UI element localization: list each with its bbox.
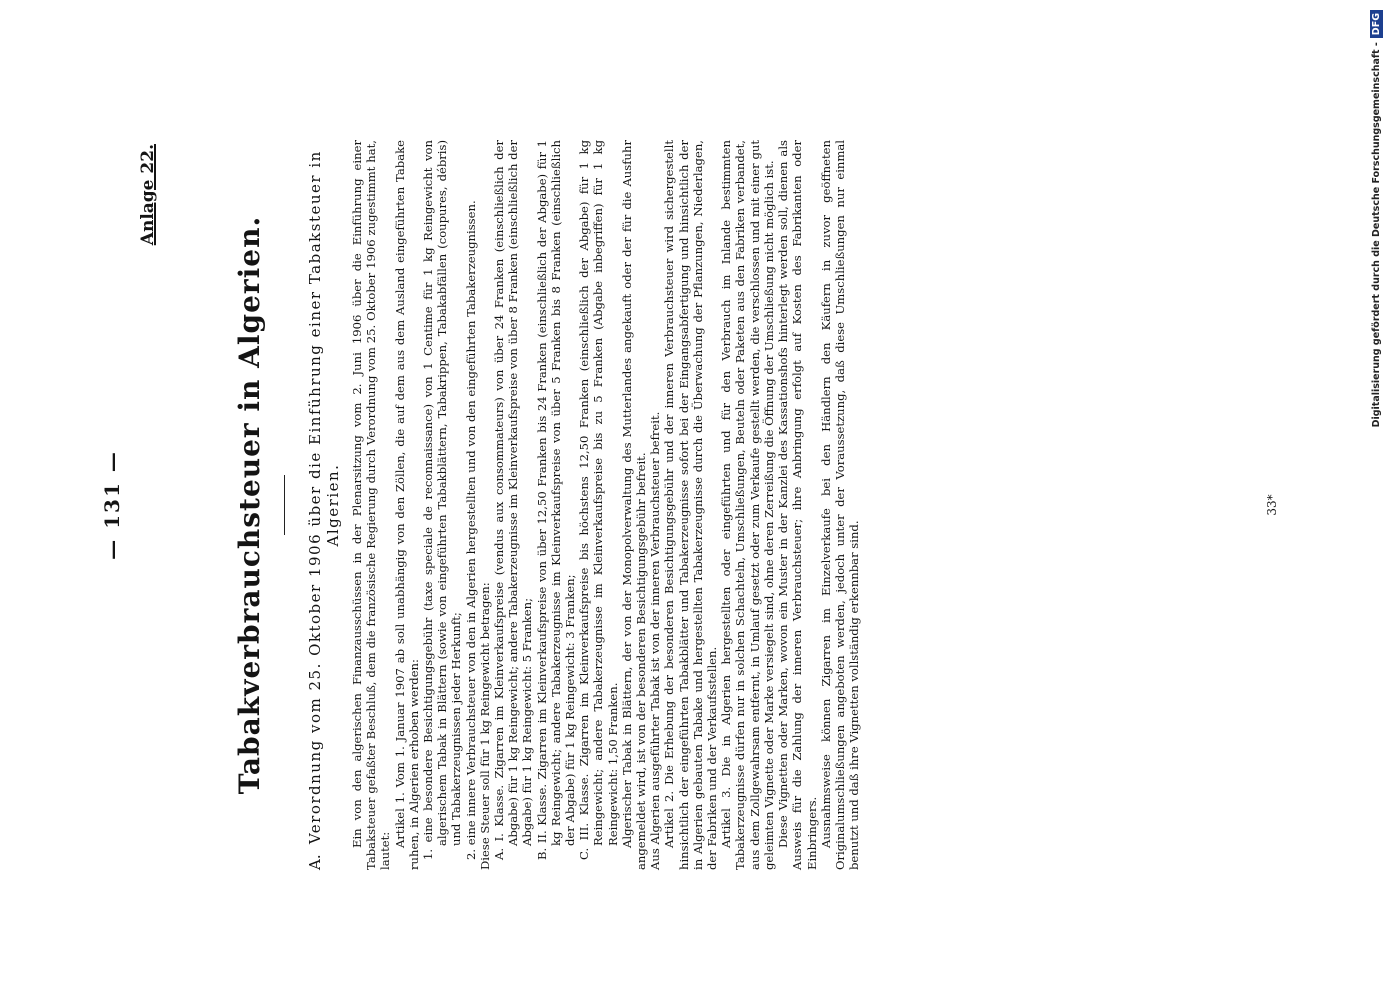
appendix-label: Anlage 22. (138, 144, 158, 246)
section-heading (306, 140, 342, 870)
document-page (100, 140, 1279, 870)
dfg-logo: DFG (1370, 10, 1383, 38)
article-1: Artikel 1. Vom 1. Januar 1907 ab soll unabhängig von den Zöllen, die auf dem aus dem Ausland eingeführten Tabake ruhen, in Algerien erhoben werden: (392, 140, 421, 870)
title-divider (284, 475, 285, 535)
tax-class-2: B. II. Klasse. Zigarren im Kleinverkaufspreise von über 12,50 Franken bis 24 Franken (einschließlich der Abgabe) für 1 kg Reingewicht; andere Tabakerzeugnisse im Kleinverkaufspreise von über 5 Franken bis 8 Franken (einschließlich der Abgabe) für 1 kg Reingewicht: 3 Franken; (534, 140, 578, 860)
exception-paragraph: Ausnahmsweise können Zigarren im Einzelverkaufe bei den Händlern den Käufern in zuvor geöffneten Originalumschließungen angeboten werden, jedoch unter der Voraussetzung, daß diese Umschließungen nur einmal benutzt und daß ihre Vignetten vollständig erkennbar sind. (818, 140, 862, 870)
exported-tobacco-paragraph: Aus Algerien ausgeführter Tabak ist von der inneren Verbrauchsteuer befreit. (648, 411, 663, 870)
algerian-tobacco-paragraph: Algerischer Tabak in Blättern, der von der Monopolverwaltung des Mutterlandes angekauft oder der für die Ausfuhr angemeldet wird, ist von der besonderen Besichtigungsgebühr befreit. (619, 140, 649, 870)
document-body (300, 140, 861, 870)
tax-class-3: C. III. Klasse. Zigarren im Kleinverkaufspreise bis höchstens 12,50 Franken (einschließlich der Abgabe) für 1 kg Reingewicht; andere Tabakerzeugnisse im Kleinverkaufspreise bis zu 5 Franken (Abgabe inbegriffen) für 1 kg Reingewicht: 1,50 Franken. (577, 140, 620, 860)
article-2: Artikel 2. Die Erhebung der besonderen Besichtigungsgebühr und der inneren Verbrauchsteuer wird sichergestellt hinsichtlich der eingeführten Tabakblätter und Tabakerzeugnisse sofort bei der Eingangsabfertigung und hinsichtlich der in Algerien gebauten Tabake und hergestellten Tabakerzeugnisse durch die Überwachung der Pflanzungen, Niederlagen, der Fabriken und der Verkaufsstellen. (662, 140, 720, 870)
vignettes-paragraph: Diese Vignetten oder Marken, wovon ein Muster in der Kanzlei des Kassationshofs hinterlegt werden soll, dienen als Ausweis für die Zahlung der inneren Verbrauchsteuer; ihre Anbringung erfolgt auf Kosten des Fabrikanten oder Einbringers. (776, 140, 819, 870)
tax-rate-intro: Diese Steuer soll für 1 kg Reingewicht betragen: (477, 582, 492, 870)
page-title: Tabakverbrauchsteuer in Algerien. (233, 215, 266, 795)
article-3: Artikel 3. Die in Algerien hergestellten oder eingeführten und für den Verbrauch im Inlande bestimmten Tabakerzeugnisse dürfen nur in solchen Schachteln, Umschließungen, Beuteln oder Paketen aus den Fabriken verbandet, aus dem Zollgewahrsam entfernt, in Umlauf gesetzt oder zum Verkaufe gestellt werden, die verschlossen und mit einer gut geleimten Vignette oder Marke versiegelt sind, ohne deren Zerreißung die Öffnung der Umschließung nicht möglich ist. (719, 140, 776, 870)
footer-page-number: 33* (1265, 494, 1279, 516)
article-1-item-1: 1. eine besondere Besichtigungsgebühr (taxe speciale de reconnaissance) von 1 Centime für 1 kg Reingewicht von algerischem Tabak in Blättern (sowie von eingeführten Tabakblättern, Tabakrippen, Tabakabfällen (coupures, débris) und Tabakerzeugnissen jeder Herkunft; (421, 140, 464, 860)
page-header: — 131 — (100, 450, 124, 560)
section-letter: A. (306, 854, 324, 870)
tax-class-1: A. I. Klasse. Zigarren im Kleinverkaufspreise (vendus aux consommateurs) von über 24 Franken (einschließlich der Abgabe) für 1 kg Reingewicht; andere Tabakerzeugnisse im Kleinverkaufspreise von über 8 Franken (einschließlich der Abgabe) für 1 kg Reingewicht: 5 Franken; (492, 140, 535, 860)
article-1-item-2: 2. eine innere Verbrauchsteuer von den in Algerien hergestellten und von den eingeführten Tabakerzeugnissen. (463, 200, 478, 860)
section-title: Verordnung vom 25. Oktober 1906 über die Einführung einer Tabaksteuer in Algerien. (306, 150, 342, 845)
digitization-credit (1370, 10, 1383, 990)
digitization-credit-text: Digitalisierung gefördert durch die Deutsche Forschungsgemeinschaft - (1371, 42, 1382, 428)
intro-paragraph: Ein von den algerischen Finanzausschüssen in der Plenarsitzung vom 2. Juni 1906 über die Einführung einer Tabaksteuer gefaßter Beschluß, dem die französische Regierung durch Verordnung vom 25. Oktober 1906 zugestimmt hat, lautet: (350, 140, 393, 870)
